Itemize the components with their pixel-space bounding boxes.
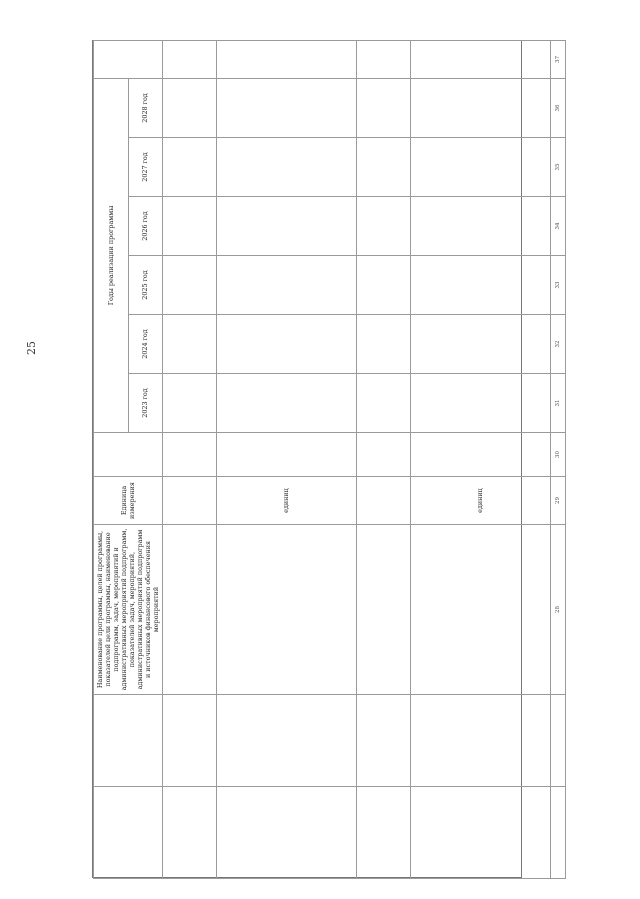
row-target [216, 40, 356, 78]
row-year-value [163, 78, 217, 137]
row-unit [163, 477, 217, 525]
row-year-value [216, 256, 356, 315]
row-year-value [356, 374, 410, 433]
row-name [216, 525, 356, 695]
column-number-cell: 37 [551, 40, 566, 78]
table-row [356, 40, 410, 878]
header-year: 2025 год [128, 256, 163, 315]
header-year: 2024 год [128, 315, 163, 374]
row-target [163, 40, 217, 78]
table-row [216, 40, 356, 878]
row-year-value [216, 138, 356, 197]
code-cell [410, 787, 550, 879]
row-factual [216, 433, 356, 477]
table-row [410, 40, 550, 878]
code-cell [410, 695, 550, 787]
row-unit: единиц [410, 477, 550, 525]
row-factual [410, 433, 550, 477]
header-unit-column: Единица измерения [94, 477, 163, 525]
program-table-frame [92, 40, 561, 878]
row-name [410, 525, 550, 695]
row-year-value [356, 138, 410, 197]
row-factual [356, 433, 410, 477]
header-code-group [94, 695, 163, 787]
row-year-value [163, 138, 217, 197]
page-number-text: 25 [25, 341, 38, 355]
column-number-cell: 36 [551, 78, 566, 137]
header-year: 2026 год [128, 197, 163, 256]
row-year-value [410, 197, 550, 256]
column-number-row [551, 40, 566, 878]
row-year-value [356, 197, 410, 256]
code-cell [163, 695, 217, 787]
row-year-value [163, 315, 217, 374]
column-number-cell: 32 [551, 315, 566, 374]
row-name [356, 525, 410, 695]
rotated-table-sheet [93, 41, 561, 879]
row-year-value [410, 374, 550, 433]
code-cell [216, 787, 356, 879]
code-cell [163, 787, 217, 879]
row-year-value [410, 78, 550, 137]
header-year: 2023 год [128, 374, 163, 433]
row-year-value [410, 315, 550, 374]
row-target [410, 40, 550, 78]
page-number [24, 340, 40, 370]
row-unit: единиц [216, 477, 356, 525]
header-target-column [94, 40, 163, 78]
row-year-value [216, 315, 356, 374]
code-cell [216, 695, 356, 787]
row-factual [163, 433, 217, 477]
header-factual-column [94, 433, 163, 477]
row-year-value [356, 256, 410, 315]
column-number-cell: 35 [551, 138, 566, 197]
row-year-value [356, 315, 410, 374]
column-number-cell [551, 787, 566, 879]
column-number-cell: 28 [551, 525, 566, 695]
column-number-cell: 30 [551, 433, 566, 477]
row-year-value [163, 374, 217, 433]
column-number-cell: 31 [551, 374, 566, 433]
header-year: 2028 год [128, 78, 163, 137]
column-number-cell: 29 [551, 477, 566, 525]
row-year-value [216, 197, 356, 256]
header-year: 2027 год [128, 138, 163, 197]
row-target [356, 40, 410, 78]
row-year-value [410, 138, 550, 197]
column-number-cell [551, 695, 566, 787]
header-program-years: Годы реализации программы [94, 78, 129, 432]
column-number-cell: 33 [551, 256, 566, 315]
code-cell [356, 695, 410, 787]
table-row [163, 40, 217, 878]
header-name-column: Наименование программы, целей программы, показателей цели программы, наименование подпрограмм, задач, мероприятий и административных мероприятий подпрограмм, показателей задач, мероприятий, административных мероприятий подпрограмм и источников финансового обеспечения мероприятий [94, 525, 163, 695]
row-year-value [163, 256, 217, 315]
row-year-value [410, 256, 550, 315]
header-code-group [94, 787, 163, 879]
row-year-value [216, 78, 356, 137]
row-year-value [356, 78, 410, 137]
program-codes-table [93, 40, 566, 879]
row-year-value [216, 374, 356, 433]
code-cell [356, 787, 410, 879]
column-number-cell: 34 [551, 197, 566, 256]
row-year-value [163, 197, 217, 256]
row-name [163, 525, 217, 695]
row-unit [356, 477, 410, 525]
